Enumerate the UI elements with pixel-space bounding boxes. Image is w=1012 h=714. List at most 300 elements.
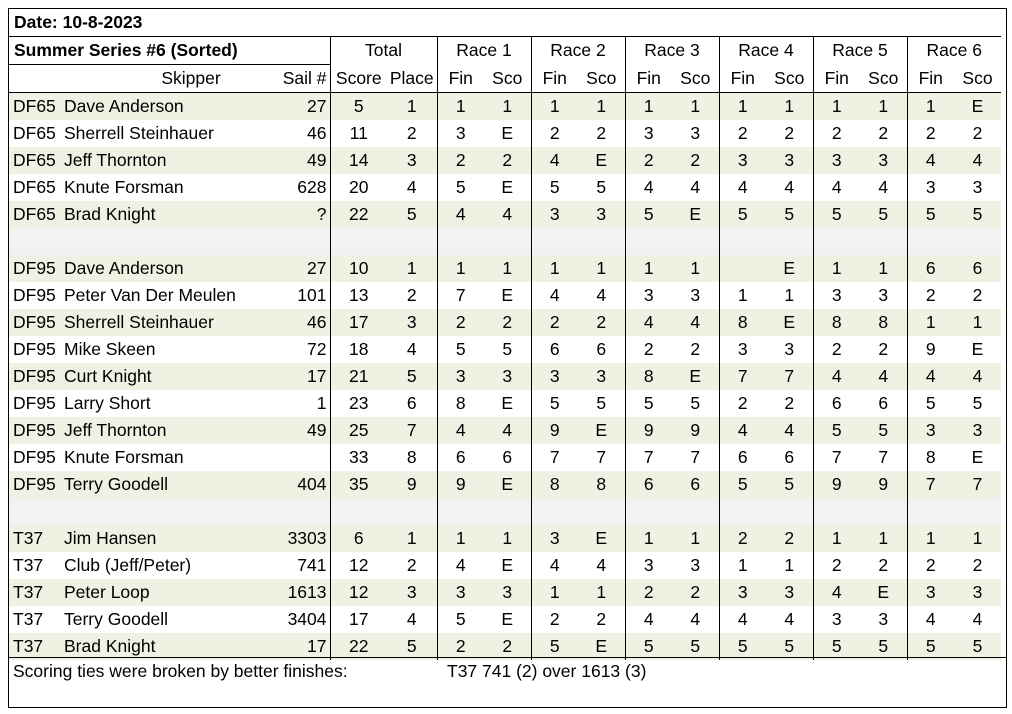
- race-score-cell: 4: [860, 363, 907, 390]
- place-header: Place: [387, 65, 437, 93]
- race-finish-cell: 1: [907, 309, 954, 336]
- results-body: [9, 93, 1001, 661]
- race-score-cell: 5: [502, 339, 513, 359]
- race-finish-cell: 2: [625, 336, 672, 363]
- race-finish-cell: 1: [625, 93, 672, 121]
- race-finish-cell: 5: [907, 633, 954, 660]
- race-finish-cell: 1: [625, 525, 672, 552]
- race-score-cell: 1: [484, 255, 531, 282]
- sail-number-cell: 3404: [287, 609, 327, 629]
- race-finish-cell: 6: [813, 390, 860, 417]
- total-header: Total: [330, 37, 437, 65]
- sail-number-cell: 46: [307, 123, 327, 143]
- table-row: [9, 606, 1001, 633]
- sail-number-cell: 101: [297, 285, 327, 305]
- race-score-cell: 5: [766, 633, 813, 660]
- race-finish-cell: 3: [719, 579, 766, 606]
- race-score-cell: 2: [766, 525, 813, 552]
- race-finish-cell: 4: [625, 174, 672, 201]
- place-cell: 2: [406, 123, 417, 143]
- place-cell: 3: [387, 309, 437, 336]
- place-cell: 5: [387, 363, 437, 390]
- total-score-cell: 12: [330, 552, 387, 579]
- race-score-cell: E: [501, 285, 514, 305]
- skipper-cell: Terry Goodell: [64, 609, 169, 629]
- total-score-cell: 13: [330, 282, 387, 309]
- race-finish-cell: 5: [907, 201, 954, 228]
- race-finish-cell: 2: [719, 120, 766, 147]
- race-finish-cell: 5: [625, 390, 672, 417]
- race-score-cell: 3: [766, 147, 813, 174]
- sail-number-cell: 27: [281, 93, 330, 121]
- boat-class-cell: DF65: [9, 93, 61, 121]
- race-finish-cell: 8: [531, 471, 578, 498]
- race-finish-cell: 2: [907, 282, 954, 309]
- race-score-cell: 2: [972, 123, 983, 143]
- place-cell: 8: [406, 447, 417, 467]
- race-finish-cell: 1: [719, 282, 766, 309]
- race-finish-cell: 1: [531, 255, 578, 282]
- race-finish-cell: 5: [531, 633, 578, 660]
- table-row: [9, 390, 1001, 417]
- race-score-cell: 2: [672, 147, 719, 174]
- race-score-cell: 6: [502, 447, 513, 467]
- race-score-cell: 3: [484, 579, 531, 606]
- race-score-cell: 6: [878, 393, 889, 413]
- race-score-cell: 5: [690, 393, 701, 413]
- skipper-cell: Knute Forsman: [64, 177, 184, 197]
- race-score-cell: E: [501, 609, 514, 629]
- race-score-cell: 2: [672, 579, 719, 606]
- sco-header: Sco: [578, 65, 625, 93]
- boat-class-cell: DF95: [13, 447, 56, 467]
- total-score-cell: 22: [330, 201, 387, 228]
- sail-number-cell: 17: [281, 633, 330, 660]
- race-finish-cell: 5: [813, 633, 860, 660]
- race-header: Race 6: [907, 37, 1001, 65]
- sail-number-cell: [281, 444, 330, 471]
- race-finish-cell: 2: [437, 633, 484, 660]
- race-finish-cell: 3: [719, 336, 766, 363]
- boat-class-cell: DF95: [9, 363, 61, 390]
- boat-class-cell: T37: [13, 555, 44, 575]
- race-finish-cell: 4: [813, 174, 860, 201]
- race-finish-cell: 4: [719, 606, 766, 633]
- race-score-cell: E: [971, 447, 984, 467]
- race-score-cell: 4: [484, 201, 531, 228]
- race-score-cell: 4: [784, 609, 795, 629]
- race-score-cell: 5: [766, 201, 813, 228]
- race-score-cell: 8: [860, 309, 907, 336]
- group-spacer-row: [9, 498, 1001, 525]
- race-score-cell: E: [672, 363, 719, 390]
- sail-number-cell: 27: [281, 255, 330, 282]
- race-score-cell: E: [766, 309, 813, 336]
- race-finish-cell: 1: [813, 255, 860, 282]
- race-score-cell: 1: [672, 93, 719, 121]
- race-score-cell: 1: [954, 309, 1001, 336]
- sco-header: Sco: [766, 65, 813, 93]
- date-row: [9, 9, 1001, 37]
- race-score-cell: 1: [578, 579, 625, 606]
- race-score-cell: 4: [784, 177, 795, 197]
- boat-class-cell: T37: [9, 633, 61, 660]
- place-cell: 1: [387, 255, 437, 282]
- race-finish-cell: 9: [625, 417, 672, 444]
- race-score-cell: 1: [860, 93, 907, 121]
- boat-class-cell: DF65: [9, 201, 61, 228]
- column-header-row: [9, 65, 1001, 93]
- fin-header: Fin: [813, 65, 860, 93]
- race-score-cell: 2: [972, 285, 983, 305]
- total-score-cell: 10: [330, 255, 387, 282]
- race-score-cell: 3: [878, 285, 889, 305]
- race-header: Race 1: [437, 37, 531, 65]
- race-score-cell: 3: [578, 363, 625, 390]
- race-score-cell: 7: [596, 447, 607, 467]
- race-finish-cell: 3: [907, 417, 954, 444]
- race-finish-cell: 6: [437, 444, 484, 471]
- table-row: [9, 255, 1001, 282]
- race-finish-cell: 1: [719, 552, 766, 579]
- skipper-cell: Club (Jeff/Peter): [64, 555, 192, 575]
- boat-class-cell: DF95: [13, 285, 56, 305]
- race-finish-cell: 6: [719, 444, 766, 471]
- fin-header: Fin: [531, 65, 578, 93]
- total-score-cell: 23: [330, 390, 387, 417]
- race-finish-cell: 2: [437, 147, 484, 174]
- fin-header: Fin: [719, 65, 766, 93]
- race-score-cell: 3: [578, 201, 625, 228]
- race-finish-cell: 8: [625, 363, 672, 390]
- race-score-cell: 2: [878, 555, 889, 575]
- race-finish-cell: 1: [625, 255, 672, 282]
- race-finish-cell: 8: [907, 444, 954, 471]
- place-cell: 2: [406, 555, 417, 575]
- race-finish-cell: 1: [813, 93, 860, 121]
- total-score-cell: 17: [330, 606, 387, 633]
- race-finish-cell: 2: [437, 309, 484, 336]
- race-finish-cell: 2: [907, 552, 954, 579]
- table-row: [9, 174, 1001, 201]
- boat-class-cell: DF65: [9, 147, 61, 174]
- boat-class-cell: DF95: [13, 393, 56, 413]
- race-score-cell: 2: [596, 609, 607, 629]
- total-score-cell: 12: [330, 579, 387, 606]
- race-header: Race 5: [813, 37, 907, 65]
- race-finish-cell: 6: [531, 336, 578, 363]
- race-score-cell: 1: [954, 525, 1001, 552]
- race-score-cell: E: [971, 339, 984, 359]
- table-row: [9, 525, 1001, 552]
- race-score-cell: E: [501, 123, 514, 143]
- place-cell: 9: [387, 471, 437, 498]
- skipper-cell: Sherrell Steinhauer: [64, 123, 214, 143]
- race-finish-cell: 3: [813, 147, 860, 174]
- skipper-cell: Peter Loop: [61, 579, 281, 606]
- table-row: [9, 363, 1001, 390]
- race-finish-cell: 6: [625, 471, 672, 498]
- race-finish-cell: 1: [907, 525, 954, 552]
- race-score-cell: E: [501, 555, 514, 575]
- table-row: [9, 147, 1001, 174]
- race-score-cell: 4: [878, 177, 889, 197]
- sail-number-cell: 17: [281, 363, 330, 390]
- race-score-cell: 4: [596, 555, 607, 575]
- place-cell: 2: [406, 285, 417, 305]
- race-score-cell: E: [501, 177, 514, 197]
- sail-number-cell: 741: [297, 555, 327, 575]
- race-finish-cell: 3: [437, 579, 484, 606]
- race-finish-cell: 5: [719, 201, 766, 228]
- sail-number-cell: 46: [281, 309, 330, 336]
- race-score-cell: E: [484, 471, 531, 498]
- race-finish-cell: 9: [907, 336, 954, 363]
- race-finish-cell: 5: [813, 417, 860, 444]
- table-row: [9, 201, 1001, 228]
- race-score-cell: E: [578, 525, 625, 552]
- total-score-cell: 22: [330, 633, 387, 660]
- skipper-cell: Dave Anderson: [61, 93, 281, 121]
- place-cell: 5: [387, 633, 437, 660]
- skipper-header: Skipper: [61, 65, 281, 93]
- race-finish-cell: 1: [531, 93, 578, 121]
- race-finish-cell: 3: [813, 282, 860, 309]
- race-score-cell: 9: [860, 471, 907, 498]
- race-header: Race 2: [531, 37, 625, 65]
- race-score-cell: 1: [578, 255, 625, 282]
- sail-number-cell: 49: [281, 417, 330, 444]
- sco-header: Sco: [954, 65, 1001, 93]
- race-score-cell: 4: [954, 363, 1001, 390]
- race-score-cell: 2: [484, 633, 531, 660]
- race-finish-cell: 3: [531, 525, 578, 552]
- race-score-cell: 3: [690, 285, 701, 305]
- race-score-cell: 2: [878, 123, 889, 143]
- title-row: [9, 37, 1001, 65]
- sail-number-cell: 1613: [281, 579, 330, 606]
- sail-number-cell: 1: [316, 393, 327, 413]
- total-score-cell: 21: [330, 363, 387, 390]
- race-score-cell: 3: [954, 579, 1001, 606]
- race-score-cell: 3: [972, 177, 983, 197]
- race-score-cell: 5: [954, 633, 1001, 660]
- race-finish-cell: 2: [531, 120, 578, 147]
- race-header: Race 4: [719, 37, 813, 65]
- race-finish-cell: 2: [531, 309, 578, 336]
- race-finish-cell: 3: [719, 147, 766, 174]
- skipper-cell: Curt Knight: [61, 363, 281, 390]
- race-score-cell: 3: [784, 339, 795, 359]
- sco-header: Sco: [484, 65, 531, 93]
- race-score-cell: 5: [672, 633, 719, 660]
- race-score-cell: 4: [596, 285, 607, 305]
- race-score-cell: 4: [672, 309, 719, 336]
- race-score-cell: 2: [484, 309, 531, 336]
- place-cell: 6: [406, 393, 417, 413]
- skipper-cell: Mike Skeen: [64, 339, 156, 359]
- sail-number-cell: 404: [281, 471, 330, 498]
- race-finish-cell: 4: [625, 309, 672, 336]
- fin-header: Fin: [625, 65, 672, 93]
- sheet-date: Date: 10-8-2023: [14, 12, 143, 32]
- race-finish-cell: [719, 255, 766, 282]
- race-score-cell: 1: [784, 285, 795, 305]
- race-finish-cell: 4: [907, 606, 954, 633]
- race-score-cell: 3: [860, 147, 907, 174]
- total-score-cell: 14: [330, 147, 387, 174]
- race-finish-cell: 7: [719, 363, 766, 390]
- place-cell: 5: [387, 201, 437, 228]
- race-score-cell: E: [766, 255, 813, 282]
- race-finish-cell: 5: [437, 336, 484, 363]
- race-score-cell: 6: [954, 255, 1001, 282]
- skipper-cell: Brad Knight: [61, 633, 281, 660]
- race-score-cell: E: [578, 633, 625, 660]
- race-finish-cell: 7: [437, 282, 484, 309]
- race-finish-cell: 4: [907, 363, 954, 390]
- table-row: [9, 444, 1001, 471]
- table-row: [9, 93, 1001, 121]
- skipper-cell: Peter Van Der Meulen: [64, 285, 236, 305]
- total-score-cell: 11: [330, 120, 387, 147]
- total-score-cell: 6: [330, 525, 387, 552]
- race-finish-cell: 8: [719, 309, 766, 336]
- race-finish-cell: 3: [437, 363, 484, 390]
- race-finish-cell: 7: [625, 444, 672, 471]
- place-cell: 4: [406, 609, 417, 629]
- race-finish-cell: 3: [625, 552, 672, 579]
- race-score-cell: 2: [878, 339, 889, 359]
- race-score-cell: 5: [596, 177, 607, 197]
- race-finish-cell: 2: [719, 390, 766, 417]
- total-score-cell: 33: [330, 444, 387, 471]
- race-finish-cell: 4: [437, 417, 484, 444]
- boat-class-cell: DF95: [9, 471, 61, 498]
- boat-class-cell: DF65: [13, 177, 56, 197]
- race-score-cell: 9: [672, 417, 719, 444]
- race-finish-cell: 5: [625, 201, 672, 228]
- race-score-cell: 4: [690, 609, 701, 629]
- sail-number-cell: 72: [307, 339, 327, 359]
- skipper-cell: Brad Knight: [61, 201, 281, 228]
- race-finish-cell: 7: [531, 444, 578, 471]
- tie-break-footer: [9, 657, 1006, 685]
- skipper-cell: Terry Goodell: [61, 471, 281, 498]
- race-finish-cell: 2: [813, 552, 860, 579]
- skipper-cell: Dave Anderson: [61, 255, 281, 282]
- race-finish-cell: 6: [907, 255, 954, 282]
- race-finish-cell: 1: [813, 525, 860, 552]
- fin-header: Fin: [907, 65, 954, 93]
- race-score-cell: 7: [766, 363, 813, 390]
- race-score-cell: 4: [954, 147, 1001, 174]
- race-score-cell: E: [578, 417, 625, 444]
- total-score-cell: 25: [330, 417, 387, 444]
- race-score-cell: 1: [484, 93, 531, 121]
- race-score-cell: 2: [784, 393, 795, 413]
- total-score-cell: 35: [330, 471, 387, 498]
- place-cell: 1: [387, 525, 437, 552]
- place-cell: 4: [406, 339, 417, 359]
- race-header: Race 3: [625, 37, 719, 65]
- race-score-cell: 1: [784, 555, 795, 575]
- sco-header: Sco: [672, 65, 719, 93]
- race-score-cell: 2: [690, 339, 701, 359]
- race-score-cell: E: [501, 393, 514, 413]
- race-finish-cell: 3: [625, 120, 672, 147]
- race-finish-cell: 2: [813, 336, 860, 363]
- race-finish-cell: 5: [625, 633, 672, 660]
- race-score-cell: 1: [860, 525, 907, 552]
- race-score-cell: 3: [484, 363, 531, 390]
- race-finish-cell: 2: [625, 147, 672, 174]
- race-finish-cell: 4: [813, 363, 860, 390]
- race-finish-cell: 7: [813, 444, 860, 471]
- race-finish-cell: 5: [907, 390, 954, 417]
- race-finish-cell: 4: [907, 147, 954, 174]
- table-row: [9, 282, 1001, 309]
- race-score-cell: 2: [596, 123, 607, 143]
- race-finish-cell: 2: [719, 525, 766, 552]
- race-score-cell: 8: [578, 471, 625, 498]
- race-score-cell: 1: [672, 255, 719, 282]
- table-row: [9, 552, 1001, 579]
- total-score-cell: 20: [330, 174, 387, 201]
- race-score-cell: 6: [784, 447, 795, 467]
- skipper-cell: Larry Short: [64, 393, 151, 413]
- race-finish-cell: 9: [437, 471, 484, 498]
- race-score-cell: 4: [972, 609, 983, 629]
- boat-class-cell: DF95: [9, 417, 61, 444]
- tie-break-note: Scoring ties were broken by better finishes:: [13, 661, 348, 681]
- race-finish-cell: 3: [625, 282, 672, 309]
- race-finish-cell: 1: [437, 525, 484, 552]
- race-finish-cell: 4: [719, 417, 766, 444]
- race-finish-cell: 3: [907, 174, 954, 201]
- results-sheet: [8, 8, 1007, 708]
- race-score-cell: 3: [690, 123, 701, 143]
- place-cell: 7: [387, 417, 437, 444]
- sail-number-cell: 3303: [281, 525, 330, 552]
- race-score-cell: 2: [972, 555, 983, 575]
- sail-number-cell: 49: [281, 147, 330, 174]
- table-row: [9, 336, 1001, 363]
- boat-class-cell: T37: [13, 609, 44, 629]
- boat-class-cell: DF95: [9, 309, 61, 336]
- race-score-cell: 7: [878, 447, 889, 467]
- place-cell: 1: [387, 93, 437, 121]
- race-score-cell: E: [578, 147, 625, 174]
- table-row: [9, 471, 1001, 498]
- race-score-cell: 1: [672, 525, 719, 552]
- sco-header: Sco: [860, 65, 907, 93]
- skipper-cell: Knute Forsman: [64, 447, 184, 467]
- race-score-cell: 1: [578, 93, 625, 121]
- race-finish-cell: 1: [437, 255, 484, 282]
- race-finish-cell: 5: [437, 174, 484, 201]
- race-score-cell: 3: [878, 609, 889, 629]
- race-score-cell: 6: [596, 339, 607, 359]
- race-score-cell: E: [672, 201, 719, 228]
- race-finish-cell: 4: [531, 282, 578, 309]
- race-score-cell: 4: [766, 417, 813, 444]
- race-finish-cell: 2: [907, 120, 954, 147]
- skipper-cell: Jeff Thornton: [61, 417, 281, 444]
- race-score-cell: 5: [766, 471, 813, 498]
- race-score-cell: 4: [484, 417, 531, 444]
- place-cell: 3: [387, 147, 437, 174]
